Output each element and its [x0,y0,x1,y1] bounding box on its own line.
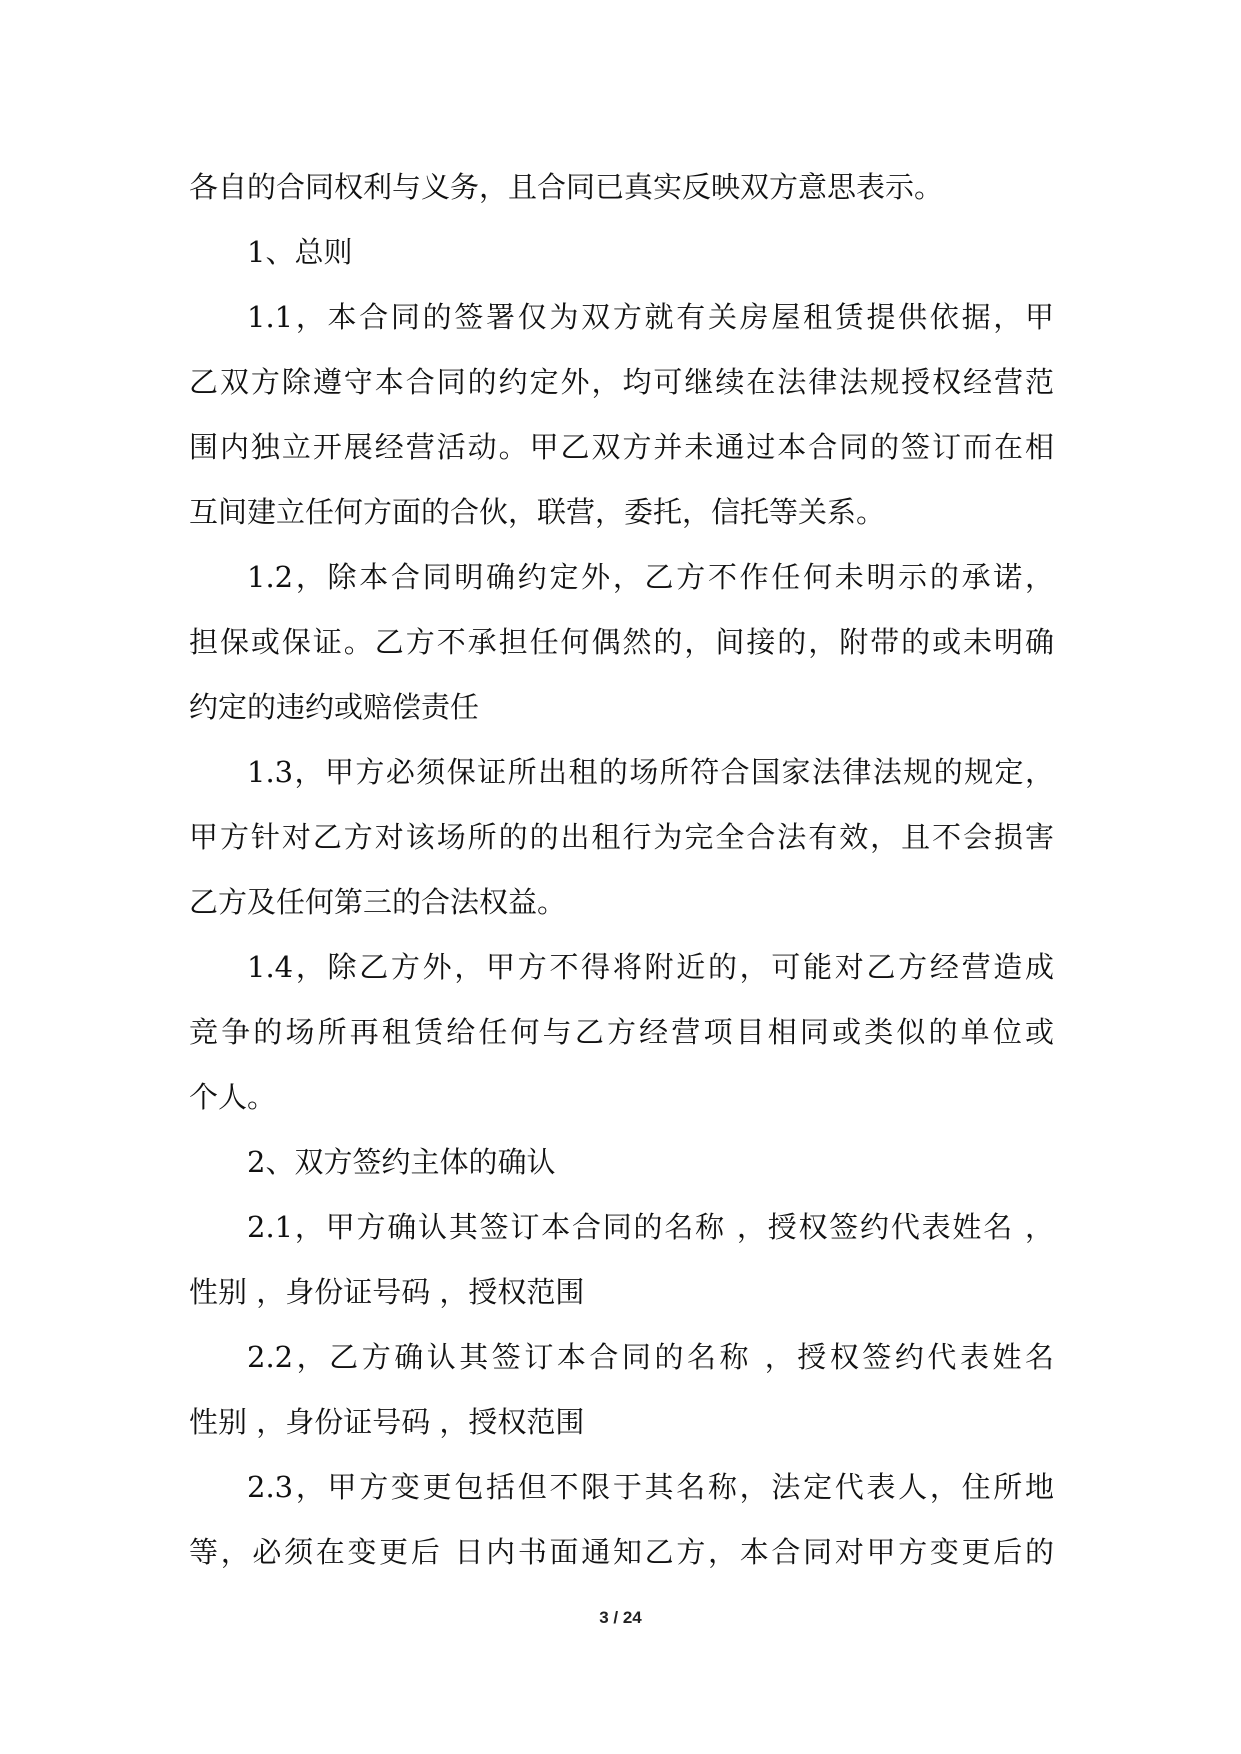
body-line: 2.2，乙方确认其签订本合同的名称 ，授权签约代表姓名 [247,1340,1054,1374]
body-line: 乙双方除遵守本合同的约定外，均可继续在法律法规授权经营范 [189,365,1054,399]
body-line: 乙方及任何第三的合法权益。 [189,885,567,919]
body-line: 性别 ，身份证号码 ，授权范围 [189,1275,585,1309]
document-body [189,155,1054,1585]
body-line: 1.4，除乙方外，甲方不得将附近的，可能对乙方经营造成 [247,950,1054,984]
body-line: 2.3，甲方变更包括但不限于其名称，法定代表人，住所地 [247,1470,1054,1504]
page-number: 3 / 24 [599,1608,642,1627]
body-line: 1.1，本合同的签署仅为双方就有关房屋租赁提供依据，甲 [247,300,1054,334]
body-line: 竞争的场所再租赁给任何与乙方经营项目相同或类似的单位或 [189,1015,1054,1049]
body-line: 个人。 [189,1080,277,1114]
body-line: 2.1，甲方确认其签订本合同的名称 ，授权签约代表姓名 ， [247,1210,1054,1244]
body-line: 等，必须在变更后 日内书面通知乙方，本合同对甲方变更后的 [189,1535,1054,1569]
body-line: 1.2，除本合同明确约定外，乙方不作任何未明示的承诺， [247,560,1054,594]
body-line: 互间建立任何方面的合伙，联营，委托，信托等关系。 [189,495,886,529]
section-heading-parties: 2、双方签约主体的确认 [247,1145,556,1179]
body-line: 1.3，甲方必须保证所出租的场所符合国家法律法规的规定， [247,755,1054,789]
body-line: 甲方针对乙方对该场所的的出租行为完全合法有效，且不会损害 [189,820,1054,854]
body-line: 围内独立开展经营活动。甲乙双方并未通过本合同的签订而在相 [189,430,1054,464]
section-heading-general: 1、总则 [247,235,353,269]
body-line: 性别 ，身份证号码 ，授权范围 [189,1405,585,1439]
body-line: 担保或保证。乙方不承担任何偶然的，间接的，附带的或未明确 [189,625,1054,659]
body-line: 约定的违约或赔偿责任 [189,690,480,724]
body-line: 各自的合同权利与义务，且合同已真实反映双方意思表示。 [189,170,944,204]
